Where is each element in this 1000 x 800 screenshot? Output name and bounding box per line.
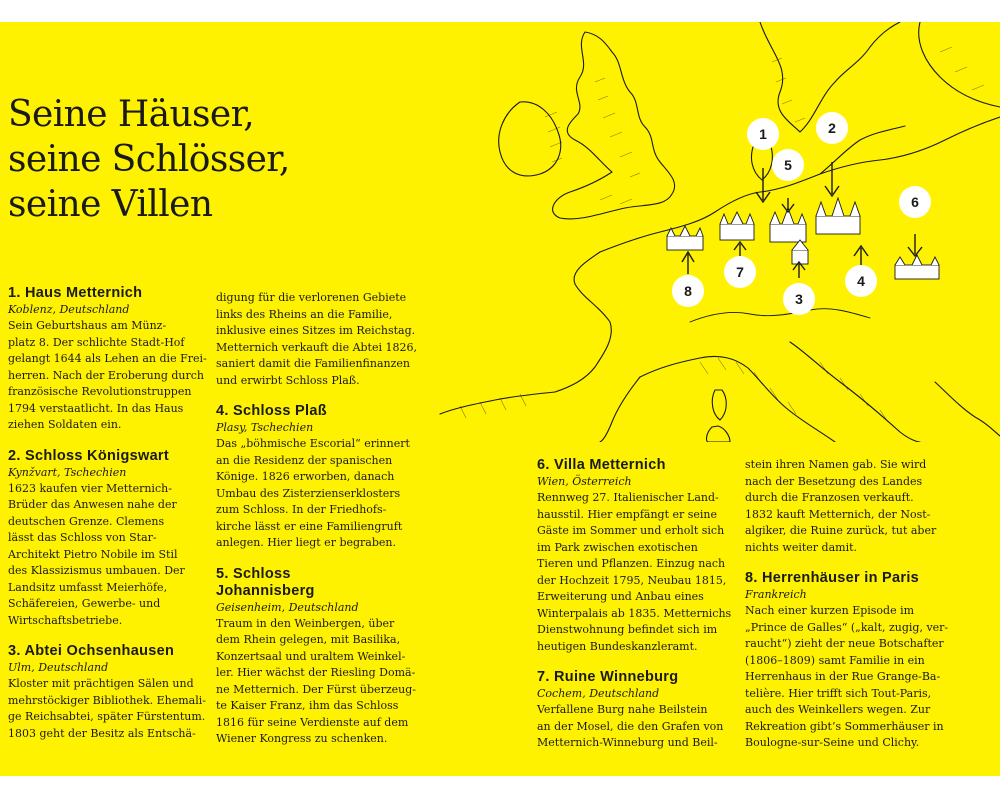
- entry-line: Rennweg 27. Italienischer Land-: [537, 491, 719, 504]
- entry-heading: 6. Villa Metternich: [537, 457, 666, 473]
- entry-line: 1816 für seine Verdienste auf dem: [216, 715, 409, 729]
- castle-icon: [720, 212, 754, 240]
- entry-line: te Kaiser Franz, ihm das Schloss: [216, 699, 399, 712]
- entry-location: Plasy, Tschechien: [216, 421, 314, 434]
- entry-line: Erweiterung und Anbau eines: [537, 590, 704, 603]
- entry-line: Herrenhaus in der Rue Grange-Ba-: [745, 670, 941, 683]
- castle-icon: [816, 198, 860, 234]
- entry-line: „Prince de Galles“ („kalt, zugig, ver-: [745, 620, 949, 634]
- entry-line: Das „böhmische Escorial“ erinnert: [216, 437, 410, 450]
- great-britain-outline: [553, 32, 675, 219]
- entry-location: Geisenheim, Deutschland: [216, 600, 359, 614]
- entry-location: Koblenz, Deutschland: [8, 303, 130, 316]
- entry-line: 1803 geht der Besitz als Entschä-: [8, 726, 196, 740]
- entry-line: im Park zwischen exotischen: [537, 540, 698, 554]
- arrow-icon: [734, 242, 746, 256]
- map-marker-label: 6: [911, 194, 919, 210]
- entry-line: zum Schloss. In der Friedhofs-: [216, 503, 387, 516]
- map-marker-label: 1: [759, 126, 767, 142]
- entry-line: Nach einer kurzen Episode im: [745, 604, 915, 617]
- entry-line: hausstil. Hier empfängt er seine: [537, 507, 718, 521]
- entry-line: des Klassizismus umbauen. Der: [8, 564, 185, 577]
- spacer: [216, 552, 426, 566]
- entry-line: inklusive eines Sitzes im Reichstag.: [216, 324, 416, 337]
- entry-heading: 2. Schloss Königswart: [8, 447, 170, 464]
- entry-line: platz 8. Der schlichte Stadt-Hof: [8, 335, 185, 349]
- entry-line: herren. Nach der Eroberung durch: [8, 368, 204, 382]
- map-marker-5[interactable]: [772, 149, 804, 181]
- entry-line: an die Residenz der spanischen: [216, 453, 393, 467]
- spacer: [216, 389, 426, 403]
- map-marker-8[interactable]: [672, 275, 704, 307]
- spacer: [537, 655, 737, 669]
- entry-line: Verfallene Burg nahe Beilstein: [537, 703, 708, 716]
- entry-ruine-winneburg-continued: [745, 457, 995, 556]
- entry-line: Sein Geburtshaus am Münz-: [8, 319, 167, 332]
- map-marker-label: 5: [784, 157, 792, 173]
- entry-location: Kynžvart, Tschechien: [8, 465, 127, 479]
- arrow-icon: [682, 252, 694, 274]
- entry-line: Metternich-Winneburg und Beil-: [537, 736, 718, 749]
- entry-line: raucht“) zieht der neue Botschafter: [745, 637, 944, 650]
- entry-line: Boulogne-sur-Seine und Clichy.: [745, 736, 920, 749]
- text-column-1: [8, 285, 208, 742]
- corsica-outline: [712, 390, 726, 420]
- entry-line: kirche lässt er eine Familiengruft: [216, 519, 403, 533]
- entry-heading: Johannisberg: [216, 582, 315, 599]
- entry-line: anlegen. Hier liegt er begraben.: [216, 536, 396, 549]
- entry-line: Kloster mit prächtigen Sälen und: [8, 677, 194, 690]
- entry-line: Landsitz umfasst Meierhöfe,: [8, 580, 168, 594]
- map-marker-1[interactable]: [747, 118, 779, 150]
- page-title: [8, 92, 290, 227]
- entry-line: Könige. 1826 erworben, danach: [216, 470, 395, 483]
- balkan-coast: [935, 382, 1000, 436]
- arrow-icon: [854, 246, 868, 268]
- entry-schloss-plass: [216, 403, 426, 552]
- entry-line: ler. Hier wächst der Riesling Domä-: [216, 666, 416, 679]
- entry-line: telière. Hier trifft sich Tout-Paris,: [745, 686, 932, 700]
- entry-line: 1623 kaufen vier Metternich-: [8, 481, 172, 495]
- entry-line: 1794 verstaatlicht. In das Haus: [8, 401, 184, 415]
- entry-line: französische Revolutionstruppen: [8, 385, 192, 398]
- entry-line: heutigen Bundeskanzleramt.: [537, 639, 698, 653]
- entry-heading: 1. Haus Metternich: [8, 285, 143, 301]
- entry-schloss-koenigswart: [8, 448, 208, 630]
- entry-line: Brüder das Anwesen nahe der: [8, 498, 177, 511]
- entry-line: ne Metternich. Der Fürst überzeug-: [216, 682, 416, 696]
- entry-abtei-ochsenhausen-continued: [216, 290, 426, 389]
- entry-line: auch des Weinkellers wegen. Zur: [745, 703, 931, 716]
- italy-coastline: [640, 356, 835, 442]
- castle-icon: [895, 255, 939, 279]
- entry-line: Architekt Pietro Nobile im Stil: [8, 547, 178, 561]
- title-line: Seine Häuser,: [8, 94, 255, 135]
- castle-icon: [667, 226, 703, 250]
- map-marker-label: 4: [857, 273, 865, 289]
- entry-line: Schäfereien, Gewerbe- und: [8, 597, 161, 610]
- finland-outline: [919, 22, 1000, 107]
- entry-line: der Hochzeit 1795, Neubau 1815,: [537, 573, 727, 587]
- entry-line: mehrstöckiger Bibliothek. Ehemali-: [8, 693, 206, 707]
- entry-herrenhaeuser-paris: [745, 570, 995, 752]
- entry-ruine-winneburg: [537, 669, 737, 752]
- entry-line: gelangt 1644 als Lehen an die Frei-: [8, 352, 207, 365]
- france-atlantic-coast: [555, 252, 611, 392]
- entry-location: Frankreich: [745, 588, 807, 601]
- entry-line: an der Mosel, die den Grafen von: [537, 719, 724, 733]
- entry-line: dem Rhein gelegen, mit Basilika,: [216, 633, 401, 646]
- entry-heading: 5. Schloss: [216, 565, 291, 582]
- entry-line: Wirtschaftsbetriebe.: [8, 613, 123, 627]
- map-marker-label: 2: [828, 120, 836, 136]
- entry-line: Winterpalais ab 1835. Metternichs: [537, 606, 732, 620]
- entry-line: Konzertsaal und uraltem Weinkel-: [216, 649, 406, 663]
- title-line: seine Villen: [8, 184, 213, 225]
- entry-line: saniert damit die Familienfinanzen: [216, 357, 410, 370]
- entry-haus-metternich: [8, 285, 208, 434]
- map-marker-7[interactable]: [724, 256, 756, 288]
- iberia-mediterranean-coast: [600, 377, 640, 442]
- entry-line: deutschen Grenze. Clemens: [8, 514, 165, 528]
- entry-line: Metternich verkauft die Abtei 1826,: [216, 340, 417, 354]
- map-marker-3[interactable]: [783, 283, 815, 315]
- entry-heading: 8. Herrenhäuser in Paris: [745, 570, 920, 586]
- entry-heading: 7. Ruine Winneburg: [537, 669, 679, 685]
- spacer: [745, 556, 995, 570]
- entry-line: Umbau des Zisterzienserklosters: [216, 486, 401, 500]
- entry-location: Ulm, Deutschland: [8, 661, 109, 674]
- iberia-north-coast: [440, 392, 555, 414]
- arrow-icon: [908, 234, 922, 256]
- entry-line: und erwirbt Schloss Plaß.: [216, 373, 360, 387]
- spacer: [8, 629, 208, 643]
- entry-heading: 3. Abtei Ochsenhausen: [8, 643, 175, 659]
- adriatic-coast: [790, 342, 920, 442]
- entry-abtei-ochsenhausen: [8, 643, 208, 742]
- entry-line: Tieren und Pflanzen. Einzug nach: [537, 557, 726, 570]
- map-marker-2[interactable]: [816, 112, 848, 144]
- magazine-page: [0, 22, 1000, 776]
- entry-line: ziehen Soldaten ein.: [8, 418, 122, 431]
- castle-icon: [792, 240, 808, 264]
- entry-line: nichts weiter damit.: [745, 540, 858, 554]
- sardinia-outline: [707, 426, 730, 442]
- text-column-4: [745, 457, 995, 752]
- entry-line: digung für die verlorenen Gebiete: [216, 291, 407, 304]
- map-marker-6[interactable]: [899, 186, 931, 218]
- entry-line: 1832 kauft Metternich, der Nost-: [745, 507, 931, 521]
- entry-line: Traum in den Weinbergen, über: [216, 616, 395, 630]
- map-marker-4[interactable]: [845, 265, 877, 297]
- europe-map-illustration: [430, 22, 1000, 442]
- entry-line: algiker, die Ruine zurück, tut aber: [745, 524, 937, 537]
- entry-line: nach der Besetzung des Landes: [745, 474, 923, 488]
- alps-ridge: [690, 309, 870, 322]
- entry-line: stein ihren Namen gab. Sie wird: [745, 458, 927, 471]
- text-column-2: [216, 290, 426, 748]
- title-line: seine Schlösser,: [8, 139, 290, 180]
- entry-line: Wiener Kongress zu schenken.: [216, 732, 388, 745]
- ireland-outline: [499, 102, 561, 176]
- entry-location: Wien, Österreich: [537, 475, 632, 488]
- entry-line: ge Reichsabtei, später Fürstentum.: [8, 710, 206, 723]
- entry-line: Dienstwohnung befindet sich im: [537, 623, 718, 636]
- entry-villa-metternich: [537, 457, 737, 655]
- text-column-3: [537, 457, 737, 752]
- map-marker-label: 7: [736, 264, 744, 280]
- entry-line: links des Rheins an die Familie,: [216, 307, 393, 321]
- entry-line: Gäste im Sommer und erholt sich: [537, 524, 725, 537]
- arrow-icon: [825, 162, 839, 196]
- entry-heading: 4. Schloss Plaß: [216, 403, 327, 419]
- entry-line: durch die Franzosen verkauft.: [745, 491, 914, 504]
- map-marker-label: 8: [684, 283, 692, 299]
- entry-line: Rekreation gibt’s Sommerhäuser in: [745, 719, 944, 733]
- entry-schloss-johannisberg: [216, 566, 426, 748]
- arrow-icon: [782, 198, 794, 212]
- spacer: [8, 434, 208, 448]
- map-marker-label: 3: [795, 291, 803, 307]
- entry-line: lässt das Schloss von Star-: [8, 531, 157, 544]
- entry-location: Cochem, Deutschland: [537, 687, 660, 700]
- entry-line: (1806–1809) samt Familie in ein: [745, 653, 925, 667]
